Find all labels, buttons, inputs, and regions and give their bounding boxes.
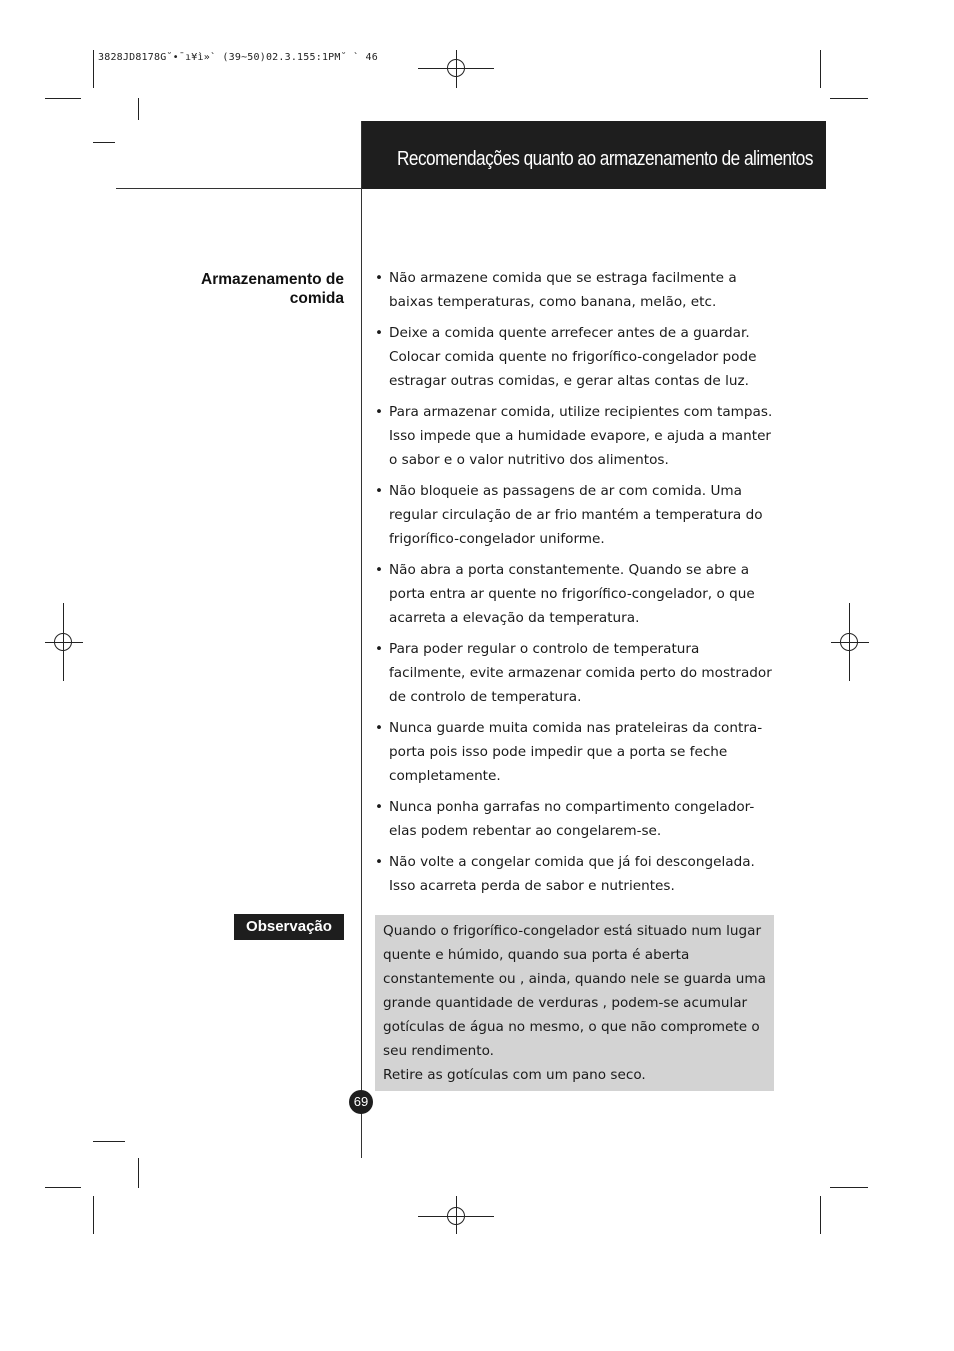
- bullet-icon: •: [375, 799, 384, 815]
- registration-circle-icon: [54, 633, 72, 651]
- bullet-icon: •: [375, 854, 384, 870]
- column-divider: [361, 121, 362, 1158]
- list-item: [375, 716, 775, 788]
- list-item-text: Nunca ponha garrafas no compartimento congelador- elas podem rebentar ao congelarem-se.: [389, 799, 755, 839]
- crop-mark: [45, 98, 81, 99]
- crop-mark: [830, 98, 868, 99]
- bullet-icon: •: [375, 720, 384, 736]
- bullet-icon: •: [375, 325, 384, 341]
- divider: [116, 188, 361, 189]
- list-item-text: Não armazene comida que se estraga facilmente a baixas temperaturas, como banana, melão, etc.: [389, 270, 737, 310]
- crop-mark: [820, 1196, 821, 1234]
- list-item: [375, 266, 775, 314]
- list-item: [375, 637, 775, 709]
- bullet-icon: •: [375, 270, 384, 286]
- crop-mark: [93, 142, 115, 143]
- list-item: [375, 795, 775, 843]
- note-text-2: Retire as gotículas com um pano seco.: [383, 1067, 646, 1083]
- list-item: [375, 400, 775, 472]
- crop-mark: [830, 1187, 868, 1188]
- list-item-text: Deixe a comida quente arrefecer antes de a guardar. Colocar comida quente no frigorífico-congelador pode estragar outras comidas, e gerar altas contas de luz.: [389, 325, 757, 389]
- bullet-icon: •: [375, 404, 384, 420]
- bullet-icon: •: [375, 641, 384, 657]
- registration-circle-icon: [447, 59, 465, 77]
- section-title: [124, 270, 344, 308]
- list-item-text: Não volte a congelar comida que já foi descongelada. Isso acarreta perda de sabor e nutrientes.: [389, 854, 755, 894]
- crop-mark: [820, 50, 821, 88]
- list-item-text: Nunca guarde muita comida nas prateleiras da contra-porta pois isso pode impedir que a porta se feche completamente.: [389, 720, 763, 784]
- list-item-text: Para poder regular o controlo de temperatura facilmente, evite armazenar comida perto do mostrador de controlo de temperatura.: [389, 641, 772, 705]
- crop-mark: [45, 1187, 81, 1188]
- note-text: Quando o frigorífico-congelador está situado num lugar quente e húmido, quando sua porta é aberta constantemente ou , ainda, quando nele se guarda uma grande quantidade de verduras , podem-se acumular gotículas de água no mesmo, o que não compromete o seu rendimento.: [383, 923, 766, 1059]
- crop-mark: [138, 98, 139, 120]
- list-item: [375, 321, 775, 393]
- print-slug: 3828JD8178G˘•¯ı¥ì»` (39~50)02.3.155:1PM˘ ` 46: [98, 52, 378, 63]
- registration-circle-icon: [447, 1207, 465, 1225]
- list-item-text: Para armazenar comida, utilize recipientes com tampas. Isso impede que a humidade evapore, e ajuda a manter o sabor e o valor nutritivo dos alimentos.: [389, 404, 773, 468]
- page-title: Recomendações quanto ao armazenamento de alimentos: [397, 148, 813, 170]
- list-item: [375, 850, 775, 898]
- page-number: 69: [349, 1090, 373, 1114]
- crop-mark: [138, 1158, 139, 1188]
- crop-mark: [93, 50, 94, 88]
- list-item-text: Não bloqueie as passagens de ar com comida. Uma regular circulação de ar frio mantém a temperatura do frigorífico-congelador uniforme.: [389, 483, 763, 547]
- section-title-line: comida: [289, 290, 344, 307]
- note-label: Observação: [234, 914, 344, 940]
- note-box: [375, 915, 774, 1091]
- bullet-icon: •: [375, 562, 384, 578]
- list-item: [375, 558, 775, 630]
- registration-circle-icon: [840, 633, 858, 651]
- crop-mark: [93, 1196, 94, 1234]
- recommendation-list: [375, 266, 775, 905]
- bullet-icon: •: [375, 483, 384, 499]
- crop-mark: [93, 1141, 125, 1142]
- list-item-text: Não abra a porta constantemente. Quando se abre a porta entra ar quente no frigorífico-congelador, o que acarreta a elevação da temperatura.: [389, 562, 755, 626]
- list-item: [375, 479, 775, 551]
- section-title-line: Armazenamento de: [201, 271, 344, 288]
